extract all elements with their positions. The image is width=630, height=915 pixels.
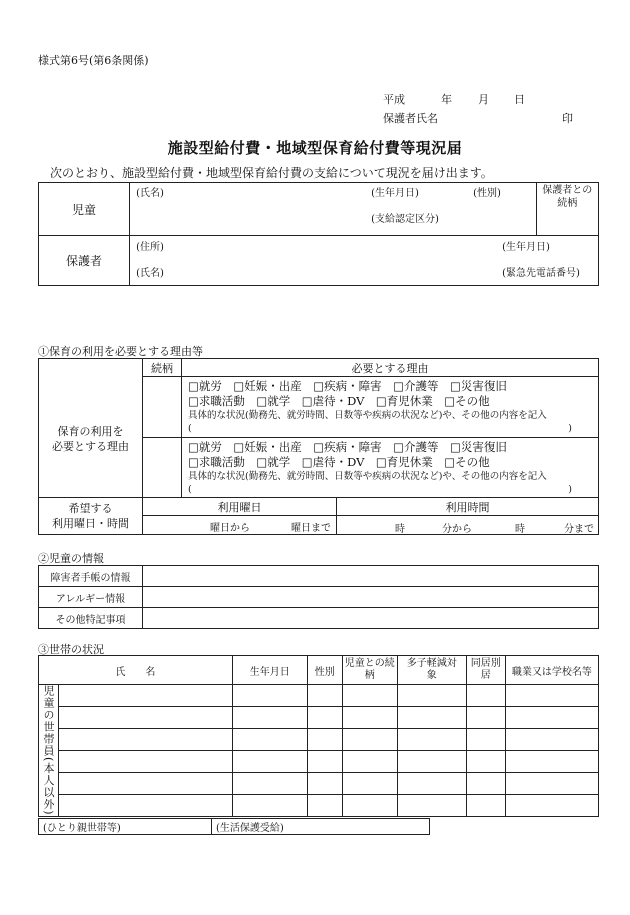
date-month: 月 [478,93,489,106]
member-occupation-2[interactable] [505,707,598,729]
guardian-address-label: (住所) [136,242,164,253]
member-name-1[interactable] [59,685,233,707]
reason-table [38,358,599,498]
member-gender-5[interactable] [307,773,342,795]
guardian-name-field-label: (氏名) [136,268,164,279]
member-name-2[interactable] [59,707,233,729]
member-multichild-2[interactable] [397,707,466,729]
date-year: 年 [441,93,452,106]
col-name-text: 氏 名 [115,666,156,678]
household-status-table [38,818,430,835]
member-occupation-1[interactable] [505,685,598,707]
paren-open-2: ( [188,484,192,495]
allergy-label: アレルギー情報 [55,593,126,605]
child-info-cell[interactable] [130,183,536,236]
member-multichild-5[interactable] [397,773,466,795]
child-birthdate-label: (生年月日) [371,188,419,199]
col-birthdate-text: 生年月日 [249,666,290,678]
allergy-label-cell [39,587,143,608]
member-birth-2[interactable] [232,707,307,729]
member-cohabit-1[interactable] [466,685,505,707]
intro-text: 次のとおり、施設型給付費・地域型保育給付費の支給について現況を届け出ます。 [50,166,493,180]
child-relation-label: 保護者との続柄 [542,185,593,209]
col-birthdate [232,656,307,685]
time-range-cell[interactable] [337,516,599,535]
reason-detail-field-2[interactable] [182,483,598,496]
member-cohabit-3[interactable] [466,729,505,751]
schedule-label-line1: 希望する [68,502,113,515]
household-table [38,655,599,817]
member-cohabit-4[interactable] [466,751,505,773]
other-notes-label: その他特記事項 [55,614,126,626]
reason-header [182,359,599,377]
member-multichild-1[interactable] [397,685,466,707]
member-birth-4[interactable] [232,751,307,773]
relation-header-text: 続柄 [151,361,173,375]
member-name-4[interactable] [59,751,233,773]
other-notes-field[interactable] [143,608,599,629]
paren-close-2: ) [568,484,572,495]
guardian-info-cell[interactable] [130,236,599,286]
relation-cell-1[interactable] [143,377,182,438]
day-range-cell[interactable] [143,516,337,535]
member-relation-1[interactable] [342,685,397,707]
member-relation-5[interactable] [342,773,397,795]
col-multichild [397,656,466,685]
minute-to-label: 分まで [564,524,594,535]
col-gender [307,656,342,685]
disability-label: 障害者手帳の情報 [50,572,131,584]
guardian-name-label: 保護者氏名 [383,112,438,125]
col-occupation-text: 職業又は学校名等 [511,666,592,678]
day-from-label: 曜日から [210,523,250,534]
child-info-table [38,565,599,629]
time-header [337,498,599,516]
col-relation-text: 児童との続柄 [344,658,395,681]
date-day: 日 [514,93,525,106]
section2-heading: ②児童の情報 [38,552,104,565]
hour-to-label: 時 [515,524,525,535]
member-gender-4[interactable] [307,751,342,773]
member-multichild-4[interactable] [397,751,466,773]
welfare-cell[interactable] [212,819,430,835]
date-era: 平成 [383,93,405,106]
member-birth-6[interactable] [232,795,307,817]
member-name-6[interactable] [59,795,233,817]
col-cohabit-text: 同居別居 [470,658,501,681]
single-parent-cell[interactable] [39,819,212,835]
member-birth-5[interactable] [232,773,307,795]
minute-from-label: 分から [442,524,472,535]
member-cohabit-5[interactable] [466,773,505,795]
child-label-cell [39,183,130,236]
child-relation-cell[interactable] [536,183,598,236]
guardian-birthdate-label: (生年月日) [502,242,550,253]
reason-cell-2[interactable] [182,438,599,498]
col-name [39,656,233,685]
col-relation [342,656,397,685]
section1-heading: ①保育の利用を必要とする理由等 [38,345,203,358]
reason-row-label-line2: 必要とする理由 [52,440,129,453]
reason-header-text: 必要とする理由 [351,361,429,375]
member-gender-1[interactable] [307,685,342,707]
household-side-label [39,685,59,817]
page-title: 施設型給付費・地域型保育給付費等現況届 [167,139,463,157]
allergy-field[interactable] [143,587,599,608]
reason-options-1b[interactable]: □求職活動 □就学 □虐待・DV □育児休業 □その他 [188,394,490,408]
member-occupation-6[interactable] [505,795,598,817]
member-gender-2[interactable] [307,707,342,729]
member-birth-3[interactable] [232,729,307,751]
relation-cell-2[interactable] [143,438,182,498]
disability-field[interactable] [143,566,599,587]
member-relation-6[interactable] [342,795,397,817]
member-name-5[interactable] [59,773,233,795]
day-header [143,498,337,516]
member-cohabit-6[interactable] [466,795,505,817]
household-side-label-text: 児童の世帯員(本人以外) [42,685,55,816]
member-multichild-6[interactable] [397,795,466,817]
seal-mark: 印 [562,112,573,125]
day-to-label: 曜日まで [291,523,331,534]
hour-from-label: 時 [395,524,405,535]
member-occupation-3[interactable] [505,729,598,751]
guardian-phone-label: (緊急先電話番号) [502,268,580,279]
col-multichild-text: 多子軽減対象 [406,658,457,681]
member-gender-3[interactable] [307,729,342,751]
child-name-label: (氏名) [136,188,164,199]
member-cohabit-2[interactable] [466,707,505,729]
reason-options-1a[interactable]: □就労 □妊娠・出産 □疾病・障害 □介護等 □災害復旧 [188,379,507,393]
child-gender-label: (性別) [473,188,501,199]
reason-options-2b[interactable]: □求職活動 □就学 □虐待・DV □育児休業 □その他 [188,455,490,469]
member-multichild-3[interactable] [397,729,466,751]
col-cohabit [466,656,505,685]
relation-header [143,359,182,377]
schedule-label [39,498,143,535]
member-name-3[interactable] [59,729,233,751]
col-gender-text: 性別 [314,666,335,678]
applicant-table [38,182,599,286]
welfare-label: (生活保護受給) [216,823,284,834]
reason-options-2a[interactable]: □就労 □妊娠・出産 □疾病・障害 □介護等 □災害復旧 [188,440,507,454]
single-parent-label: (ひとり親世帯等) [43,823,121,834]
reason-detail-field-1[interactable] [182,422,598,435]
guardian-label-cell [39,236,130,286]
day-header-text: 利用曜日 [217,500,262,514]
child-label: 児童 [72,202,97,217]
member-birth-1[interactable] [232,685,307,707]
reason-detail-note-1: 具体的な状況(勤務先、就労時間、日数等や疾病の状況など)や、その他の内容を記入 [188,410,547,421]
member-relation-4[interactable] [342,751,397,773]
member-gender-6[interactable] [307,795,342,817]
section3-heading: ③世帯の状況 [38,643,104,656]
schedule-label-line2: 利用曜日・時間 [52,517,129,530]
member-occupation-4[interactable] [505,751,598,773]
member-relation-2[interactable] [342,707,397,729]
time-header-text: 利用時間 [445,500,490,514]
form-number: 様式第6号(第6条関係) [38,54,149,67]
col-occupation [505,656,598,685]
reason-row-label [39,359,143,498]
guardian-label: 保護者 [66,254,103,268]
reason-detail-note-2: 具体的な状況(勤務先、就労時間、日数等や疾病の状況など)や、その他の内容を記入 [188,471,547,482]
member-relation-3[interactable] [342,729,397,751]
schedule-table [38,497,599,535]
paren-open-1: ( [188,423,192,434]
disability-label-cell [39,566,143,587]
reason-cell-1[interactable] [182,377,599,438]
member-occupation-5[interactable] [505,773,598,795]
child-certification-label: (支給認定区分) [371,214,439,225]
other-notes-label-cell [39,608,143,629]
reason-row-label-line1: 保育の利用を [57,425,124,438]
paren-close-1: ) [568,423,572,434]
